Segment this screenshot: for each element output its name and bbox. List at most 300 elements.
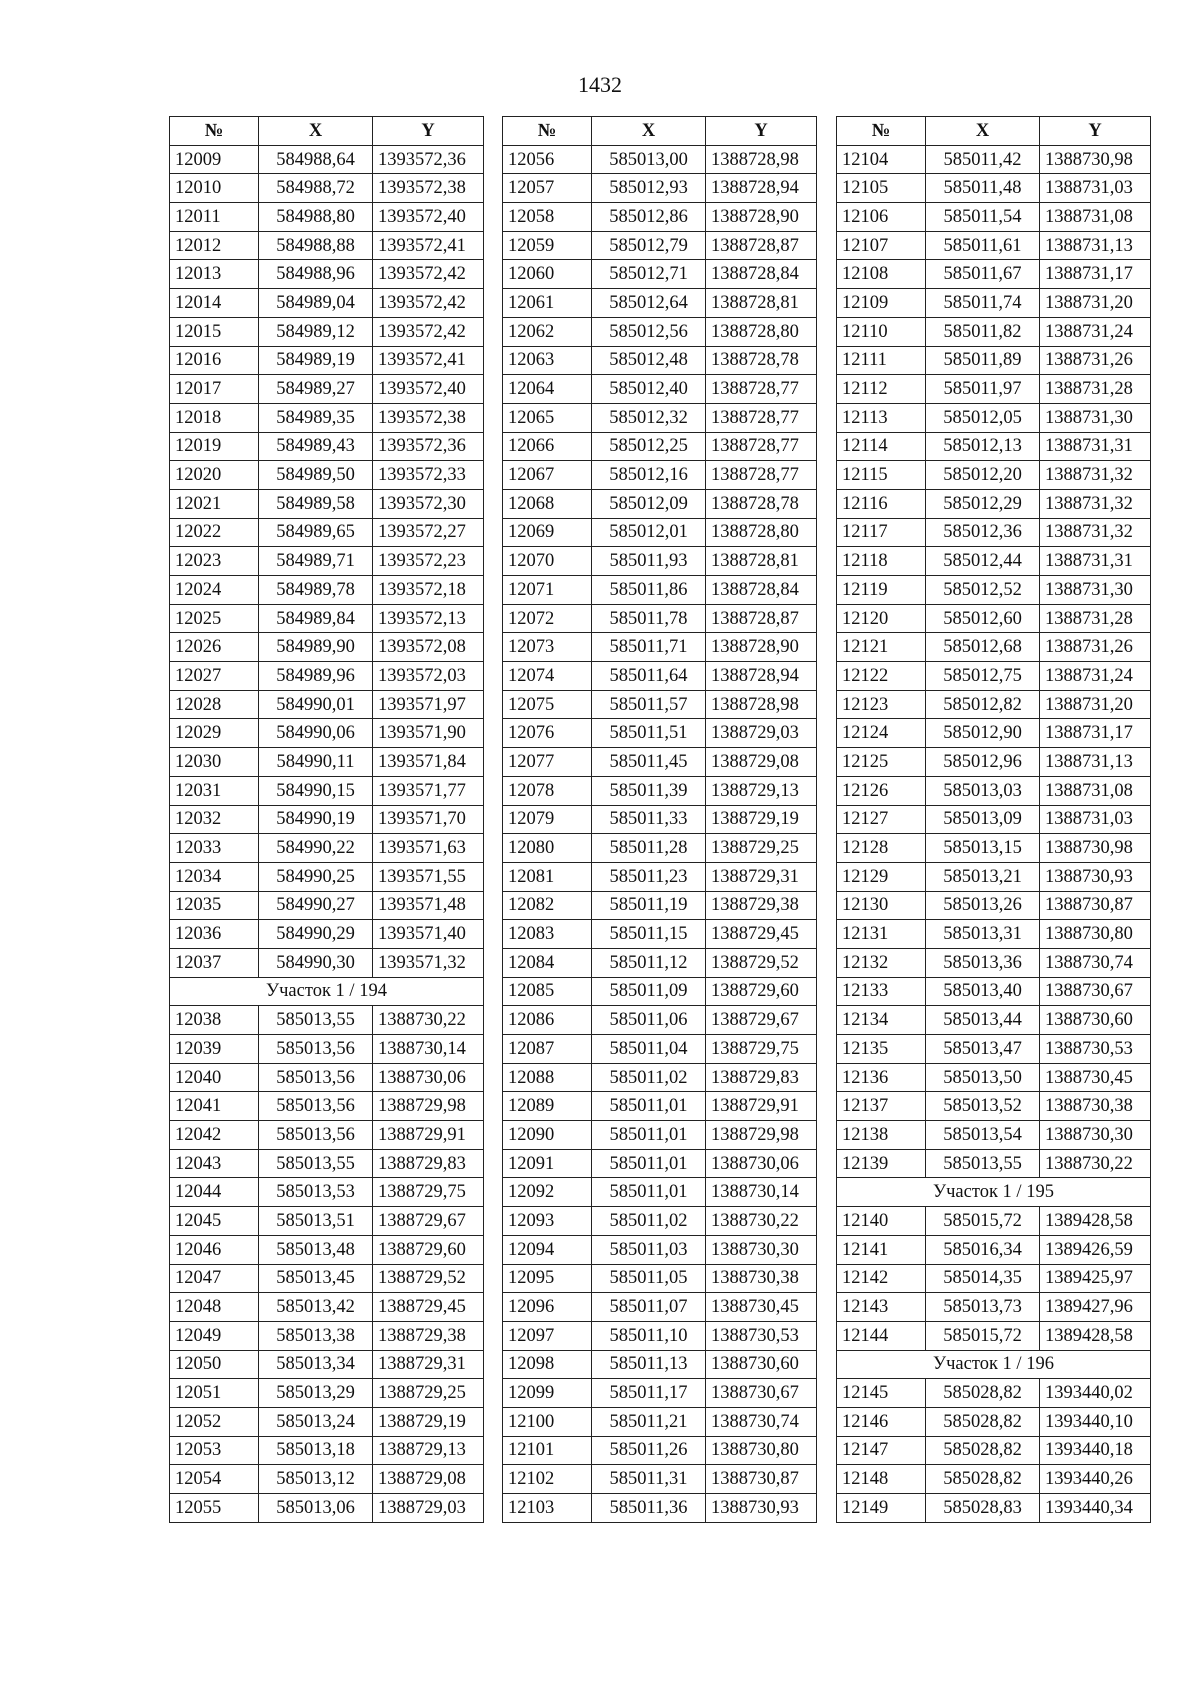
header-x: X xyxy=(259,117,373,146)
y-coordinate-cell: 1393440,18 xyxy=(1040,1436,1151,1465)
point-number-cell: 12079 xyxy=(503,805,592,834)
x-coordinate-cell: 585014,35 xyxy=(926,1264,1040,1293)
x-coordinate-cell: 585015,72 xyxy=(926,1321,1040,1350)
point-number-cell: 12047 xyxy=(170,1264,259,1293)
y-coordinate-cell: 1388730,45 xyxy=(706,1293,817,1322)
x-coordinate-cell: 585011,12 xyxy=(592,948,706,977)
y-coordinate-cell: 1388730,93 xyxy=(706,1494,817,1523)
point-number-cell: 12139 xyxy=(837,1149,926,1178)
point-number-cell: 12082 xyxy=(503,891,592,920)
x-coordinate-cell: 585013,50 xyxy=(926,1063,1040,1092)
y-coordinate-cell: 1388729,31 xyxy=(373,1350,484,1379)
point-number-cell: 12110 xyxy=(837,317,926,346)
table-row xyxy=(503,317,817,346)
point-number-cell: 12054 xyxy=(170,1465,259,1494)
table-row xyxy=(170,203,484,232)
table-row xyxy=(503,805,817,834)
x-coordinate-cell: 585011,48 xyxy=(926,174,1040,203)
y-coordinate-cell: 1393572,36 xyxy=(373,145,484,174)
x-coordinate-cell: 584990,11 xyxy=(259,748,373,777)
point-number-cell: 12094 xyxy=(503,1235,592,1264)
x-coordinate-cell: 585011,19 xyxy=(592,891,706,920)
x-coordinate-cell: 585013,12 xyxy=(259,1465,373,1494)
x-coordinate-cell: 585013,51 xyxy=(259,1207,373,1236)
y-coordinate-cell: 1393572,18 xyxy=(373,576,484,605)
table-row xyxy=(170,489,484,518)
table-row xyxy=(170,174,484,203)
point-number-cell: 12015 xyxy=(170,317,259,346)
x-coordinate-cell: 585011,15 xyxy=(592,920,706,949)
x-coordinate-cell: 585011,51 xyxy=(592,719,706,748)
point-number-cell: 12045 xyxy=(170,1207,259,1236)
point-number-cell: 12044 xyxy=(170,1178,259,1207)
y-coordinate-cell: 1388730,06 xyxy=(373,1063,484,1092)
y-coordinate-cell: 1388730,22 xyxy=(373,1006,484,1035)
table-row xyxy=(503,461,817,490)
x-coordinate-cell: 585011,71 xyxy=(592,633,706,662)
y-coordinate-cell: 1393572,40 xyxy=(373,375,484,404)
point-number-cell: 12037 xyxy=(170,948,259,977)
point-number-cell: 12060 xyxy=(503,260,592,289)
x-coordinate-cell: 585012,93 xyxy=(592,174,706,203)
coordinates-table-2 xyxy=(502,116,817,1523)
x-coordinate-cell: 585013,55 xyxy=(259,1006,373,1035)
y-coordinate-cell: 1389428,58 xyxy=(1040,1321,1151,1350)
header-number: № xyxy=(503,117,592,146)
x-coordinate-cell: 585011,42 xyxy=(926,145,1040,174)
y-coordinate-cell: 1388728,87 xyxy=(706,604,817,633)
x-coordinate-cell: 584988,64 xyxy=(259,145,373,174)
x-coordinate-cell: 585011,04 xyxy=(592,1035,706,1064)
table-row xyxy=(170,891,484,920)
y-coordinate-cell: 1388730,74 xyxy=(1040,948,1151,977)
point-number-cell: 12017 xyxy=(170,375,259,404)
point-number-cell: 12088 xyxy=(503,1063,592,1092)
table-row xyxy=(170,547,484,576)
x-coordinate-cell: 584989,04 xyxy=(259,289,373,318)
point-number-cell: 12061 xyxy=(503,289,592,318)
table-row xyxy=(503,489,817,518)
point-number-cell: 12120 xyxy=(837,604,926,633)
y-coordinate-cell: 1388729,19 xyxy=(373,1407,484,1436)
x-coordinate-cell: 585011,86 xyxy=(592,576,706,605)
table-row xyxy=(170,1293,484,1322)
section-label: Участок 1 / 195 xyxy=(837,1178,1151,1207)
point-number-cell: 12050 xyxy=(170,1350,259,1379)
x-coordinate-cell: 585013,36 xyxy=(926,948,1040,977)
x-coordinate-cell: 584990,15 xyxy=(259,776,373,805)
x-coordinate-cell: 585028,83 xyxy=(926,1494,1040,1523)
y-coordinate-cell: 1388729,83 xyxy=(373,1149,484,1178)
y-coordinate-cell: 1393571,55 xyxy=(373,862,484,891)
y-coordinate-cell: 1388730,93 xyxy=(1040,862,1151,891)
x-coordinate-cell: 585013,44 xyxy=(926,1006,1040,1035)
table-row xyxy=(170,1149,484,1178)
y-coordinate-cell: 1393571,84 xyxy=(373,748,484,777)
y-coordinate-cell: 1388729,83 xyxy=(706,1063,817,1092)
table-header-row xyxy=(170,117,484,146)
table-row xyxy=(503,203,817,232)
table-row xyxy=(837,518,1151,547)
x-coordinate-cell: 585013,03 xyxy=(926,776,1040,805)
x-coordinate-cell: 585013,26 xyxy=(926,891,1040,920)
point-number-cell: 12112 xyxy=(837,375,926,404)
table-row xyxy=(837,432,1151,461)
y-coordinate-cell: 1393572,42 xyxy=(373,317,484,346)
y-coordinate-cell: 1388731,13 xyxy=(1040,231,1151,260)
y-coordinate-cell: 1393440,10 xyxy=(1040,1407,1151,1436)
point-number-cell: 12018 xyxy=(170,403,259,432)
point-number-cell: 12029 xyxy=(170,719,259,748)
point-number-cell: 12010 xyxy=(170,174,259,203)
y-coordinate-cell: 1393571,70 xyxy=(373,805,484,834)
x-coordinate-cell: 585013,48 xyxy=(259,1235,373,1264)
table-row xyxy=(170,748,484,777)
point-number-cell: 12138 xyxy=(837,1121,926,1150)
point-number-cell: 12101 xyxy=(503,1436,592,1465)
x-coordinate-cell: 585013,00 xyxy=(592,145,706,174)
table-row xyxy=(170,633,484,662)
x-coordinate-cell: 585013,21 xyxy=(926,862,1040,891)
table-row xyxy=(170,346,484,375)
table-row xyxy=(170,1092,484,1121)
point-number-cell: 12031 xyxy=(170,776,259,805)
table-row xyxy=(503,1321,817,1350)
x-coordinate-cell: 584989,84 xyxy=(259,604,373,633)
x-coordinate-cell: 585013,29 xyxy=(259,1379,373,1408)
y-coordinate-cell: 1388731,31 xyxy=(1040,547,1151,576)
y-coordinate-cell: 1388729,19 xyxy=(706,805,817,834)
page-number: 1432 xyxy=(578,72,622,97)
point-number-cell: 12014 xyxy=(170,289,259,318)
x-coordinate-cell: 585015,72 xyxy=(926,1207,1040,1236)
point-number-cell: 12129 xyxy=(837,862,926,891)
point-number-cell: 12053 xyxy=(170,1436,259,1465)
point-number-cell: 12058 xyxy=(503,203,592,232)
table-row xyxy=(170,231,484,260)
point-number-cell: 12128 xyxy=(837,834,926,863)
x-coordinate-cell: 585028,82 xyxy=(926,1436,1040,1465)
x-coordinate-cell: 585012,96 xyxy=(926,748,1040,777)
y-coordinate-cell: 1388731,31 xyxy=(1040,432,1151,461)
table-row xyxy=(503,633,817,662)
table-row xyxy=(170,805,484,834)
point-number-cell: 12034 xyxy=(170,862,259,891)
table-row xyxy=(837,1379,1151,1408)
x-coordinate-cell: 585011,39 xyxy=(592,776,706,805)
y-coordinate-cell: 1388730,60 xyxy=(1040,1006,1151,1035)
table-row xyxy=(503,1465,817,1494)
y-coordinate-cell: 1393571,40 xyxy=(373,920,484,949)
y-coordinate-cell: 1393572,13 xyxy=(373,604,484,633)
table-row xyxy=(503,1121,817,1150)
table-row xyxy=(837,346,1151,375)
y-coordinate-cell: 1388728,78 xyxy=(706,489,817,518)
y-coordinate-cell: 1393572,38 xyxy=(373,174,484,203)
x-coordinate-cell: 585013,06 xyxy=(259,1494,373,1523)
x-coordinate-cell: 585013,38 xyxy=(259,1321,373,1350)
table-row xyxy=(170,1178,484,1207)
table-row xyxy=(837,1149,1151,1178)
y-coordinate-cell: 1388730,14 xyxy=(706,1178,817,1207)
y-coordinate-cell: 1393572,27 xyxy=(373,518,484,547)
table-row xyxy=(170,1121,484,1150)
table-row xyxy=(837,231,1151,260)
table-row xyxy=(170,719,484,748)
point-number-cell: 12066 xyxy=(503,432,592,461)
header-number: № xyxy=(170,117,259,146)
x-coordinate-cell: 585011,78 xyxy=(592,604,706,633)
x-coordinate-cell: 585013,40 xyxy=(926,977,1040,1006)
y-coordinate-cell: 1388729,08 xyxy=(373,1465,484,1494)
point-number-cell: 12116 xyxy=(837,489,926,518)
y-coordinate-cell: 1388731,24 xyxy=(1040,662,1151,691)
y-coordinate-cell: 1388729,25 xyxy=(706,834,817,863)
x-coordinate-cell: 585011,89 xyxy=(926,346,1040,375)
x-coordinate-cell: 585011,07 xyxy=(592,1293,706,1322)
point-number-cell: 12097 xyxy=(503,1321,592,1350)
header-y: Y xyxy=(706,117,817,146)
y-coordinate-cell: 1388731,20 xyxy=(1040,690,1151,719)
y-coordinate-cell: 1388728,80 xyxy=(706,317,817,346)
point-number-cell: 12073 xyxy=(503,633,592,662)
point-number-cell: 12095 xyxy=(503,1264,592,1293)
table-row xyxy=(503,1494,817,1523)
x-coordinate-cell: 585028,82 xyxy=(926,1379,1040,1408)
y-coordinate-cell: 1388730,45 xyxy=(1040,1063,1151,1092)
point-number-cell: 12144 xyxy=(837,1321,926,1350)
point-number-cell: 12036 xyxy=(170,920,259,949)
point-number-cell: 12035 xyxy=(170,891,259,920)
table-row xyxy=(170,1207,484,1236)
y-coordinate-cell: 1388730,14 xyxy=(373,1035,484,1064)
point-number-cell: 12020 xyxy=(170,461,259,490)
y-coordinate-cell: 1388731,30 xyxy=(1040,403,1151,432)
table-row xyxy=(170,1350,484,1379)
point-number-cell: 12104 xyxy=(837,145,926,174)
point-number-cell: 12135 xyxy=(837,1035,926,1064)
y-coordinate-cell: 1388728,98 xyxy=(706,690,817,719)
table-row xyxy=(837,145,1151,174)
y-coordinate-cell: 1388728,94 xyxy=(706,662,817,691)
table-row xyxy=(170,662,484,691)
table-row xyxy=(170,260,484,289)
y-coordinate-cell: 1393440,34 xyxy=(1040,1494,1151,1523)
table-row xyxy=(837,633,1151,662)
table-row xyxy=(837,920,1151,949)
point-number-cell: 12099 xyxy=(503,1379,592,1408)
table-row xyxy=(170,1235,484,1264)
table-row xyxy=(170,317,484,346)
x-coordinate-cell: 585013,18 xyxy=(259,1436,373,1465)
header-x: X xyxy=(592,117,706,146)
header-y: Y xyxy=(1040,117,1151,146)
table-row xyxy=(837,690,1151,719)
x-coordinate-cell: 585011,03 xyxy=(592,1235,706,1264)
point-number-cell: 12068 xyxy=(503,489,592,518)
y-coordinate-cell: 1393572,41 xyxy=(373,346,484,375)
point-number-cell: 12102 xyxy=(503,1465,592,1494)
point-number-cell: 12065 xyxy=(503,403,592,432)
x-coordinate-cell: 585011,01 xyxy=(592,1121,706,1150)
x-coordinate-cell: 585011,02 xyxy=(592,1063,706,1092)
x-coordinate-cell: 585012,56 xyxy=(592,317,706,346)
table-row xyxy=(170,432,484,461)
x-coordinate-cell: 585012,13 xyxy=(926,432,1040,461)
table-row xyxy=(170,604,484,633)
table-row xyxy=(837,1235,1151,1264)
y-coordinate-cell: 1388730,53 xyxy=(1040,1035,1151,1064)
point-number-cell: 12145 xyxy=(837,1379,926,1408)
x-coordinate-cell: 585011,74 xyxy=(926,289,1040,318)
point-number-cell: 12115 xyxy=(837,461,926,490)
x-coordinate-cell: 585012,90 xyxy=(926,719,1040,748)
y-coordinate-cell: 1388731,26 xyxy=(1040,633,1151,662)
y-coordinate-cell: 1388729,31 xyxy=(706,862,817,891)
table-row xyxy=(170,1379,484,1408)
y-coordinate-cell: 1393572,30 xyxy=(373,489,484,518)
table-row xyxy=(503,776,817,805)
table-row xyxy=(837,1465,1151,1494)
y-coordinate-cell: 1388731,24 xyxy=(1040,317,1151,346)
point-number-cell: 12055 xyxy=(170,1494,259,1523)
table-row xyxy=(837,977,1151,1006)
point-number-cell: 12025 xyxy=(170,604,259,633)
x-coordinate-cell: 585013,34 xyxy=(259,1350,373,1379)
point-number-cell: 12125 xyxy=(837,748,926,777)
y-coordinate-cell: 1388729,08 xyxy=(706,748,817,777)
y-coordinate-cell: 1388731,32 xyxy=(1040,461,1151,490)
x-coordinate-cell: 584989,50 xyxy=(259,461,373,490)
table-header-row xyxy=(503,117,817,146)
x-coordinate-cell: 584988,72 xyxy=(259,174,373,203)
x-coordinate-cell: 585011,67 xyxy=(926,260,1040,289)
x-coordinate-cell: 584988,88 xyxy=(259,231,373,260)
y-coordinate-cell: 1388729,03 xyxy=(373,1494,484,1523)
y-coordinate-cell: 1388728,87 xyxy=(706,231,817,260)
point-number-cell: 12109 xyxy=(837,289,926,318)
point-number-cell: 12016 xyxy=(170,346,259,375)
point-number-cell: 12076 xyxy=(503,719,592,748)
x-coordinate-cell: 585012,82 xyxy=(926,690,1040,719)
point-number-cell: 12074 xyxy=(503,662,592,691)
table-row xyxy=(170,862,484,891)
point-number-cell: 12142 xyxy=(837,1264,926,1293)
table-row xyxy=(170,1006,484,1035)
y-coordinate-cell: 1388731,13 xyxy=(1040,748,1151,777)
x-coordinate-cell: 585011,61 xyxy=(926,231,1040,260)
point-number-cell: 12069 xyxy=(503,518,592,547)
y-coordinate-cell: 1388731,08 xyxy=(1040,203,1151,232)
x-coordinate-cell: 584990,22 xyxy=(259,834,373,863)
y-coordinate-cell: 1388731,17 xyxy=(1040,719,1151,748)
table-row xyxy=(837,776,1151,805)
table-row xyxy=(837,1035,1151,1064)
table-row xyxy=(503,690,817,719)
point-number-cell: 12148 xyxy=(837,1465,926,1494)
point-number-cell: 12071 xyxy=(503,576,592,605)
y-coordinate-cell: 1388728,77 xyxy=(706,375,817,404)
x-coordinate-cell: 585011,13 xyxy=(592,1350,706,1379)
y-coordinate-cell: 1388731,03 xyxy=(1040,805,1151,834)
table-row xyxy=(503,1379,817,1408)
y-coordinate-cell: 1388730,60 xyxy=(706,1350,817,1379)
point-number-cell: 12024 xyxy=(170,576,259,605)
table-row xyxy=(503,948,817,977)
point-number-cell: 12123 xyxy=(837,690,926,719)
table-row xyxy=(837,604,1151,633)
table-row xyxy=(837,203,1151,232)
table-row xyxy=(503,1407,817,1436)
x-coordinate-cell: 585012,75 xyxy=(926,662,1040,691)
table-row xyxy=(503,1350,817,1379)
point-number-cell: 12108 xyxy=(837,260,926,289)
table-row xyxy=(503,547,817,576)
point-number-cell: 12072 xyxy=(503,604,592,633)
y-coordinate-cell: 1388729,45 xyxy=(373,1293,484,1322)
point-number-cell: 12027 xyxy=(170,662,259,691)
point-number-cell: 12009 xyxy=(170,145,259,174)
y-coordinate-cell: 1388729,38 xyxy=(373,1321,484,1350)
x-coordinate-cell: 585011,21 xyxy=(592,1407,706,1436)
point-number-cell: 12040 xyxy=(170,1063,259,1092)
x-coordinate-cell: 585012,64 xyxy=(592,289,706,318)
y-coordinate-cell: 1388731,17 xyxy=(1040,260,1151,289)
y-coordinate-cell: 1388729,75 xyxy=(706,1035,817,1064)
point-number-cell: 12091 xyxy=(503,1149,592,1178)
x-coordinate-cell: 584989,43 xyxy=(259,432,373,461)
table-row xyxy=(170,1465,484,1494)
y-coordinate-cell: 1388729,52 xyxy=(373,1264,484,1293)
section-label: Участок 1 / 196 xyxy=(837,1350,1151,1379)
x-coordinate-cell: 584989,78 xyxy=(259,576,373,605)
x-coordinate-cell: 585013,56 xyxy=(259,1121,373,1150)
y-coordinate-cell: 1388730,38 xyxy=(706,1264,817,1293)
y-coordinate-cell: 1393572,36 xyxy=(373,432,484,461)
point-number-cell: 12132 xyxy=(837,948,926,977)
x-coordinate-cell: 585012,52 xyxy=(926,576,1040,605)
y-coordinate-cell: 1388728,77 xyxy=(706,432,817,461)
table-row xyxy=(503,231,817,260)
table-row xyxy=(503,891,817,920)
point-number-cell: 12121 xyxy=(837,633,926,662)
y-coordinate-cell: 1388731,20 xyxy=(1040,289,1151,318)
x-coordinate-cell: 585012,29 xyxy=(926,489,1040,518)
table-row xyxy=(837,662,1151,691)
point-number-cell: 12062 xyxy=(503,317,592,346)
point-number-cell: 12124 xyxy=(837,719,926,748)
x-coordinate-cell: 585011,06 xyxy=(592,1006,706,1035)
y-coordinate-cell: 1388731,32 xyxy=(1040,518,1151,547)
y-coordinate-cell: 1393572,38 xyxy=(373,403,484,432)
y-coordinate-cell: 1388731,03 xyxy=(1040,174,1151,203)
point-number-cell: 12078 xyxy=(503,776,592,805)
x-coordinate-cell: 585013,73 xyxy=(926,1293,1040,1322)
point-number-cell: 12092 xyxy=(503,1178,592,1207)
table-row xyxy=(837,174,1151,203)
point-number-cell: 12026 xyxy=(170,633,259,662)
x-coordinate-cell: 585013,42 xyxy=(259,1293,373,1322)
point-number-cell: 12090 xyxy=(503,1121,592,1150)
x-coordinate-cell: 584988,96 xyxy=(259,260,373,289)
table-row xyxy=(170,145,484,174)
table-row xyxy=(503,145,817,174)
point-number-cell: 12140 xyxy=(837,1207,926,1236)
point-number-cell: 12042 xyxy=(170,1121,259,1150)
point-number-cell: 12133 xyxy=(837,977,926,1006)
point-number-cell: 12012 xyxy=(170,231,259,260)
x-coordinate-cell: 585012,05 xyxy=(926,403,1040,432)
